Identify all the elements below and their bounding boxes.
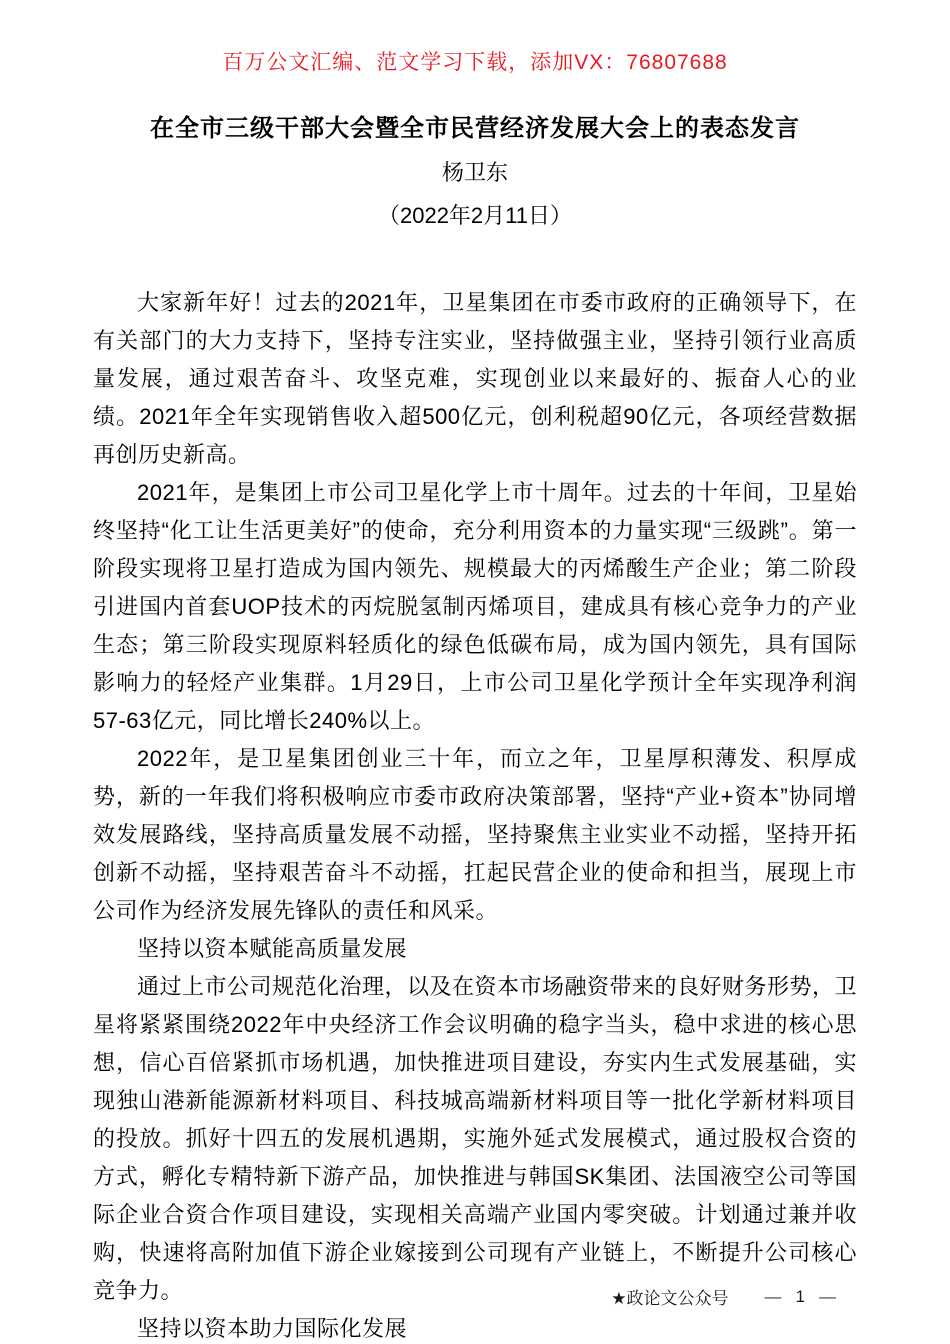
author-name: 杨卫东	[441, 160, 508, 185]
page-number-dash-right: —	[819, 1286, 836, 1306]
paragraph-capital-empowerment-detail: 通过上市公司规范化治理，以及在资本市场融资带来的良好财务形势，卫星将紧紧围绕2022年中央经济工作会议明确的稳字当头，稳中求进的核心思想，信心百倍紧抓市场机遇，加快推进项目建设，夯实内生式发展基础，实现独山港新能源新材料项目、科技城高端新材料项目等一批化学新材料项目的投放。抓好十四五的发展机遇期，实施外延式发展模式，通过股权合资的方式，孵化专精特新下游产品，加快推进与韩国SK集团、法国液空公司等国际企业合资合作项目建设，实现相关高端产业国内零突破。计划通过兼并收购，快速将高附加值下游企业嫁接到公司现有产业链上，不断提升公司核心竞争力。	[93, 974, 858, 1303]
document-body	[93, 284, 857, 1344]
section-heading-internationalization: 坚持以资本助力国际化发展	[137, 1316, 408, 1341]
document-title: 在全市三级干部大会暨全市民营经济发展大会上的表态发言	[150, 115, 800, 142]
page-number-dash-left: —	[764, 1286, 782, 1306]
download-notice-banner: 百万公文汇编、范文学习下载，添加VX：76807688	[222, 51, 728, 74]
page-footer	[611, 1284, 850, 1309]
paragraph-2021-review: 2021年，是集团上市公司卫星化学上市十周年。过去的十年间，卫星始终坚持“化工让生活更美好”的使命，充分利用资本的力量实现“三级跳”。第一阶段实现将卫星打造成为国内领先、规模最大的丙烯酸生产企业；第二阶段引进国内首套UOP技术的丙烷脱氢制丙烯项目，建成具有核心竞争力的产业生态；第三阶段实现原料轻质化的绿色低碳布局，成为国内领先，具有国际影响力的轻烃产业集群。1月29日，上市公司卫星化学预计全年实现净利润57-63亿元，同比增长240%以上。	[93, 480, 857, 733]
document-date: （2022年2月11日）	[377, 203, 572, 228]
footer-source-label: ★政论文公众号	[611, 1289, 729, 1308]
paragraph-2022-outlook: 2022年，是卫星集团创业三十年，而立之年，卫星厚积薄发、积厚成势，新的一年我们将积极响应市委市政府决策部署，坚持“产业+资本”协同增效发展路线，坚持高质量发展不动摇，坚持聚焦主业实业不动摇，坚持开拓创新不动摇，坚持艰苦奋斗不动摇，扛起民营企业的使命和担当，展现上市公司作为经济发展先锋队的责任和风采。	[93, 746, 857, 923]
section-heading-capital-empowerment: 坚持以资本赋能高质量发展	[137, 936, 408, 961]
page-number: 1	[795, 1286, 805, 1306]
paragraph-opening: 大家新年好！过去的2021年，卫星集团在市委市政府的正确领导下，在有关部门的大力支持下，坚持专注实业，坚持做强主业，坚持引领行业高质量发展，通过艰苦奋斗、攻坚克难，实现创业以来最好的、振奋人心的业绩。2021年全年实现销售收入超500亿元，创利税超90亿元，各项经营数据再创历史新高。	[93, 290, 857, 467]
